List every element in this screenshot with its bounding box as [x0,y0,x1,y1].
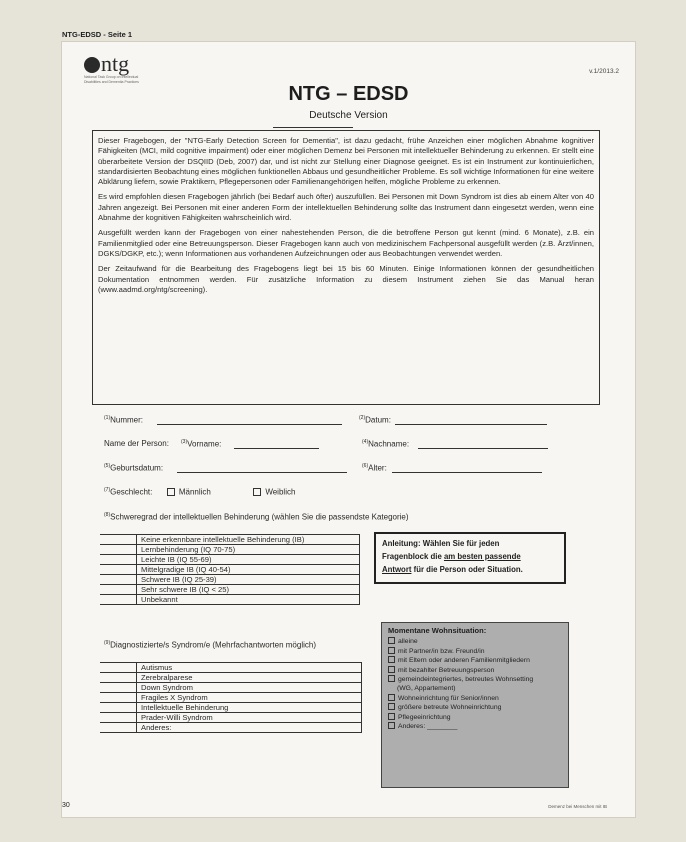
geschlecht-group: $^{(7)}$Geschlecht: Männlich Weiblich [104,487,296,497]
severity-option: Leichte IB (IQ 55-69) [137,555,360,565]
severity-option: Schwere IB (IQ 25-39) [137,575,360,585]
instruction-box [374,532,566,584]
diagnosis-row[interactable] [100,673,362,683]
page-subtitle: Deutsche Version [309,110,388,121]
name-der-person-label: Name der Person: [104,439,169,448]
weiblich-checkbox[interactable] [253,488,261,496]
severity-row[interactable] [100,575,360,585]
living-situation-title: Momentane Wohnsituation: [388,626,487,635]
ntg-logo-text: ntg [101,51,130,76]
datum-field[interactable] [395,423,547,425]
checkbox-icon[interactable] [388,713,395,720]
checkbox-icon[interactable] [388,647,395,654]
instruction-line-2: Fragenblock die am besten passende [382,552,521,561]
vorname-label: $^{(3)}$Vorname: [181,439,222,449]
diagnosis-option: Anderes: [137,723,362,733]
diagnosis-row[interactable] [100,713,362,723]
severity-row[interactable] [100,565,360,575]
page-number: 30 [62,802,70,809]
vorname-field[interactable] [234,447,319,449]
intro-paragraph-2: Es wird empfohlen diesen Fragebogen jährlich (bei Bedarf auch öfter) auszufüllen. Bei Personen mit Down Syndrom ist dies ab einem Alter von 40 Jahren angezeigt. Bei Personen mit einer anderen Form der intellektuellen Behinderung sollte das Instrument dann eingesetzt werden, wenn eine Abnahme der kognitiven Fähigkeiten wahrscheinlich wird. [98,192,594,223]
checkbox-icon[interactable] [388,666,395,673]
footer-text: Demenz bei Menschen mit IB [548,804,607,809]
diagnosis-row[interactable] [100,683,362,693]
checkbox-icon[interactable] [388,703,395,710]
living-option[interactable]: größere betreute Wohneinrichtung [388,703,562,712]
diagnosis-option: Zerebralparese [137,673,362,683]
checkbox-icon[interactable] [388,656,395,663]
diagnosis-option: Down Syndrom [137,683,362,693]
severity-option: Keine erkennbare intellektuelle Behinderung (IB) [137,535,360,545]
alter-field[interactable] [392,471,542,473]
instruction-line-3: Antwort für die Person oder Situation. [382,565,523,574]
nachname-field[interactable] [418,447,548,449]
page-header: NTG-EDSD - Seite 1 [62,30,133,39]
diagnosis-option: Intellektuelle Behinderung [137,703,362,713]
geburtsdatum-label: $^{(5)}$Geburtsdatum: [104,463,164,473]
living-option-continued: (WG, Appartement) [397,685,456,693]
checkbox-icon[interactable] [388,675,395,682]
diagnosis-row[interactable] [100,703,362,713]
severity-option: Mittelgradige IB (IQ 40-54) [137,565,360,575]
nummer-field[interactable] [157,423,342,425]
instruction-line-1: Anleitung: Wählen Sie für jeden [382,539,500,548]
intro-box [92,130,600,405]
severity-option: Unbekannt [137,595,360,605]
diagnosis-row[interactable] [100,723,362,733]
checkbox-icon[interactable] [388,722,395,729]
living-option[interactable]: mit Partner/in bzw. Freund/in [388,647,562,656]
checkbox-icon[interactable] [388,694,395,701]
form-sheet [62,42,635,817]
severity-option: Sehr schwere IB (IQ < 25) [137,585,360,595]
severity-option: Lernbehinderung (IQ 70-75) [137,545,360,555]
maennlich-checkbox[interactable] [167,488,175,496]
living-option[interactable]: gemeindeintegriertes, betreutes Wohnsetting [388,675,562,684]
living-option[interactable]: mit Eltern oder anderen Familienmitgliedern [388,656,562,665]
diagnosis-row[interactable] [100,663,362,673]
severity-table [100,534,360,605]
diagnosis-option: Fragiles X Syndrom [137,693,362,703]
severity-row[interactable] [100,595,360,605]
datum-label: $^{(2)}$Datum: [359,415,391,425]
severity-row[interactable] [100,555,360,565]
living-option[interactable]: alleine [388,637,562,646]
intro-divider [273,127,353,128]
diagnosis-option: Autismus [137,663,362,673]
ntg-logo-subtitle: National Task Group on Intellectual Disabilities and Dementia Practices [84,75,139,84]
version-label: v.1/2013.2 [589,68,619,75]
geburtsdatum-field[interactable] [177,471,347,473]
weiblich-label: Weiblich [265,487,296,497]
intro-paragraph-3: Ausgefüllt werden kann der Fragebogen von einer nahestehenden Person, die die betroffene Person gut kennt (mind. 6 Monate), z.B. ein Familienmitglied oder eine Betreuungsperson. Dieser Fragebogen kann auch von medizinischem Fachpersonal ausgefüllt werden (z.B. Ärzt/innen, DGKS/DGKP, etc.); wenn Informationen aus vorhandenen Aufzeichnungen oder aus Beobachtungen verwendet werden. [98,228,594,258]
diagnosis-row[interactable] [100,693,362,703]
living-situation-box [381,622,569,788]
living-option[interactable]: Anderes: ________ [388,722,562,731]
severity-row[interactable] [100,535,360,545]
geschlecht-label: Geschlecht: [110,487,153,497]
ntg-logo-icon [84,57,100,73]
living-option[interactable]: Pflegeeinrichtung [388,713,562,722]
intro-paragraph-4: Der Zeitaufwand für die Bearbeitung des Fragebogens liegt bei 15 bis 60 Minuten. Einige Informationen können der gesundheitlichen Dokumentation entnommen werden. Für zusätzliche Information zu diesem Instrument ziehen Sie das Manual heran (www.aadmd.org/ntg/screening). [98,264,594,294]
living-option[interactable]: Wohneinrichtung für Senior/innen [388,694,562,703]
checkbox-icon[interactable] [388,637,395,644]
page-title: NTG – EDSD [288,83,409,105]
nummer-label: $^{(1)}$Nummer: [104,415,144,425]
diagnosis-option: Prader-Willi Syndrom [137,713,362,723]
alter-label: $^{(6)}$Alter: [362,463,387,473]
nachname-label: $^{(4)}$Nachname: [362,439,410,449]
intro-paragraph-1: Dieser Fragebogen, der "NTG-Early Detection Screen for Dementia", ist dazu gedacht, frühe Anzeichen einer möglichen Abnahme kognitiver Fähigkeiten (MCI, mild cognitive impairment) oder einer möglichen Demenz bei Personen mit intellektueller Behinderung zu erkennen. Er stellt eine überarbeitete Version der DSQIID (Deb, 2007) dar, und ist nicht zur Stellung einer Diagnose geeignet. Es ist ein Instrument zur kontinuierlichen, standardisierten Beobachtung eines möglichen funktionellen Abbaus und gesundheitlicher Probleme. Es soll wichtige Informationen für eine weitere Abklärung liefern, sowie Praktikern, Pflegepersonen oder Familienangehörigen helfen, mögliche Probleme zu erkennen. [98,136,594,187]
living-option[interactable]: mit bezahlter Betreuungsperson [388,666,562,675]
severity-row[interactable] [100,545,360,555]
diagnosis-heading: $^{(9)}$Diagnostizierte/s Syndrom/e (Mehrfachantworten möglich) [104,640,316,650]
maennlich-label: Männlich [178,487,211,497]
diagnosis-table [100,662,362,733]
severity-row[interactable] [100,585,360,595]
severity-heading: $^{(8)}$Schweregrad der intellektuellen Behinderung (wählen Sie die passendste Kategorie) [104,512,409,522]
